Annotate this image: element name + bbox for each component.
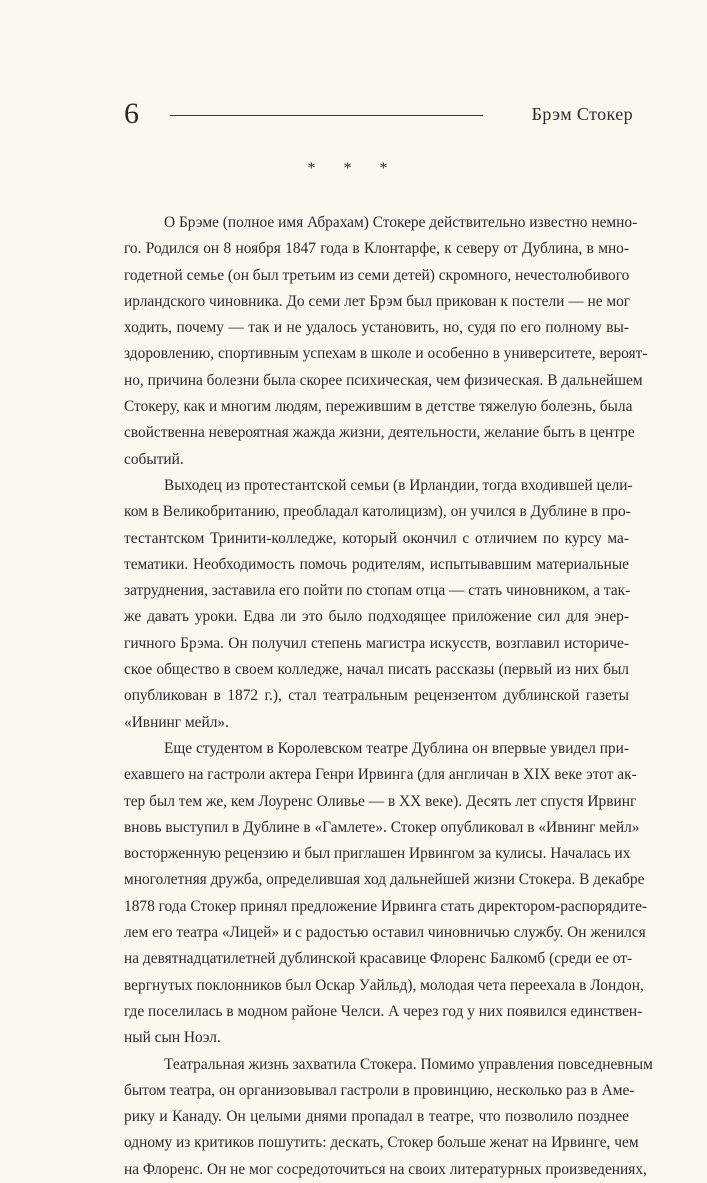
text-line: ком в Великобританию, преобладал католицизм), он учился в Дублине в про- (124, 503, 631, 521)
text-line: опубликован в 1872 г.), стал театральным рецензентом дублинской газеты (124, 687, 629, 705)
text-line: Выходец из протестантской семьи (в Ирландии, тогда входившей цели- (164, 476, 633, 494)
text-line: О Брэме (полное имя Абрахам) Стокере действительно известно немно- (164, 214, 638, 231)
text-line: тестантском Тринити-колледже, который окончил с отличием по курсу ма- (124, 529, 629, 547)
text-line: «Ивнинг мейл». (124, 713, 229, 731)
body-text (124, 210, 653, 1183)
text-line: ирландского чиновника. До семи лет Брэм был прикован к постели — не мог (124, 292, 631, 310)
text-line: на Флоренс. Он не мог сосредоточиться на своих литературных произведениях, (124, 1160, 647, 1178)
text-line: же давать уроки. Едва ли это было подходящее приложение сил для энер- (124, 608, 629, 626)
text-line: но, причина болезни была скорее психическая, чем физическая. В дальнейшем (124, 371, 643, 389)
text-line: здоровлению, спортивным успехам в школе и особенно в университете, вероят- (124, 345, 648, 363)
text-line: ный сын Ноэл. (124, 1029, 221, 1047)
text-line: на девятнадцатилетней дублинской красавице Флоренс Балкомб (среди ее от- (124, 950, 633, 968)
text-line: ехавшего на гастроли актера Генри Ирвинга (для англичан в XIX веке этот ак- (124, 766, 637, 784)
text-line: затруднения, заставила его пойти по стопам отца — стать чиновником, а так- (124, 582, 631, 600)
text-line: бытом театра, он организовывал гастроли в провинцию, несколько раз в Аме- (124, 1081, 635, 1099)
text-line: одному из критиков пошутить: дескать, Стокер больше женат на Ирвинге, чем (124, 1134, 639, 1152)
text-line: лем его театра «Лицей» и с радостью оставил чиновничью службу. Он женился (124, 924, 646, 942)
text-line: Стокеру, как и многим людям, пережившим в детстве тяжелую болезнь, была (124, 398, 633, 416)
text-line: восторженную рецензию и был приглашен Ирвингом за кулисы. Началась их (124, 845, 631, 863)
paragraph (124, 210, 648, 473)
paragraph (124, 736, 648, 1052)
text-line: ходить, почему — так и не удалось установить, но, судя по его полному вы- (124, 319, 629, 337)
page-header (124, 96, 633, 132)
running-title: Брэм Стокер (531, 104, 633, 124)
text-line: го. Родился он 8 ноября 1847 года в Клонтарфе, к северу от Дублина, в мно- (124, 240, 629, 258)
text-line: вновь выступил в Дублине в «Гамлете». Стокер опубликовал в «Ивнинг мейл» (124, 818, 640, 836)
text-line: где поселилась в модном районе Челси. А через год у них появился единствен- (124, 1002, 643, 1020)
text-line: многолетняя дружба, определившая ход дальнейшей жизни Стокера. В декабре (124, 871, 645, 889)
paragraph (124, 473, 633, 736)
text-line: тер был тем же, кем Лоуренс Оливье — в XX веке). Десять лет спустя Ирвинг (124, 792, 637, 810)
text-line: событий. (124, 450, 184, 468)
text-line: 1878 года Стокер принял предложение Ирвинга стать директором-распорядите- (124, 897, 648, 915)
text-line: рику и Канаду. Он целыми днями пропадал в театре, что позволило позднее (124, 1108, 629, 1126)
text-line: вергнутых поклонников был Оскар Уайльд), молодая чета переехала в Лондон, (124, 976, 644, 994)
paragraph (124, 1052, 653, 1183)
header-rule (170, 115, 483, 116)
text-line: тематики. Необходимость помочь родителям, испытывавшим материальные (124, 555, 629, 573)
text-line: Еще студентом в Королевском театре Дублина он впервые увидел при- (164, 739, 629, 757)
text-line: Театральная жизнь захватила Стокера. Помимо управления повседневным (164, 1055, 653, 1073)
text-line: свойственна невероятная жажда жизни, деятельности, желание быть в центре (124, 424, 635, 442)
section-separator: * * * (307, 160, 400, 177)
text-line: гичного Брэма. Он получил степень магистра искусств, возглавил историче- (124, 634, 629, 652)
text-line: годетной семье (он был третьим из семи детей) скромного, нечестолюбивого (124, 266, 630, 284)
page-number: 6 (124, 97, 139, 130)
text-line: ское общество в своем колледже, начал писать рассказы (первый из них был (124, 661, 629, 679)
